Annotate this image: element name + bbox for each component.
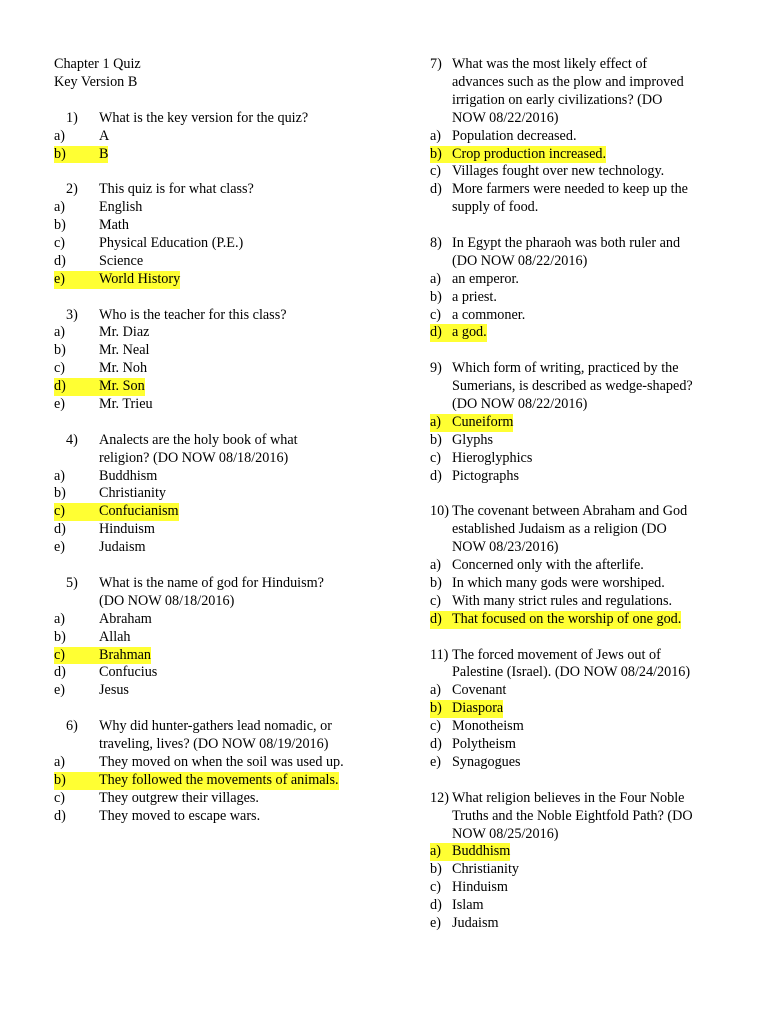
answer-option [430, 861, 730, 879]
left-column [54, 56, 394, 825]
question-line: In Egypt the pharaoh was both ruler and [452, 234, 681, 251]
answer-option [430, 754, 730, 772]
option-letter: c) [430, 306, 442, 323]
option-letter: d) [430, 467, 442, 484]
option-letter: b) [430, 700, 442, 717]
option-text: Monotheism [452, 718, 524, 735]
question-text [430, 235, 730, 271]
option-letter: a) [430, 843, 442, 860]
option-letter: c) [54, 360, 66, 377]
question-line: Which form of writing, practiced by the [452, 360, 679, 377]
option-text: Buddhism [452, 843, 511, 860]
option-letter: e) [54, 682, 66, 699]
answer-option [54, 485, 394, 503]
question-number: 4) [66, 431, 78, 448]
question [430, 647, 730, 772]
question [430, 790, 730, 933]
option-letter: c) [54, 234, 66, 251]
answer-option-correct [54, 647, 151, 665]
question-line: Analects are the holy book of what [99, 431, 298, 448]
option-text: Synagogues [452, 753, 521, 770]
option-text: an emperor. [452, 270, 519, 287]
answer-option [430, 468, 730, 486]
answer-option [430, 593, 730, 611]
question-number: 1) [66, 109, 78, 126]
answer-option [430, 915, 730, 933]
question-line: irrigation on early civilizations? (DO [452, 91, 663, 108]
question-line: Truths and the Noble Eightfold Path? (DO [452, 807, 693, 824]
question-body [452, 503, 730, 557]
question [430, 56, 730, 217]
answer-option-correct [430, 414, 513, 432]
option-text: Covenant [452, 682, 507, 699]
option-letter: b) [54, 342, 66, 359]
option-letter: e) [430, 915, 442, 932]
option-letter: d) [430, 736, 442, 753]
option-letter: a) [54, 753, 66, 770]
option-letter: c) [430, 449, 442, 466]
option-text: A [99, 127, 110, 144]
left-question-list [54, 110, 394, 826]
question-body [452, 647, 730, 683]
question-number: 2) [66, 181, 78, 198]
key-version: Key Version B [54, 73, 138, 90]
option-text: Science [99, 252, 144, 269]
option-text: Physical Education (P.E.) [99, 234, 244, 251]
answer-option-correct [430, 324, 487, 342]
question-body [452, 56, 730, 128]
option-letter: a) [54, 199, 66, 216]
option-letter: b) [54, 771, 66, 788]
answer-option [54, 682, 394, 700]
question-line: Sumerians, is described as wedge-shaped? [452, 378, 693, 395]
option-text: Judaism [452, 915, 499, 932]
option-text: World History [99, 270, 181, 287]
answer-option [54, 253, 394, 271]
option-text: Crop production increased. [452, 145, 607, 162]
question-line: religion? (DO NOW 08/18/2016) [99, 449, 289, 466]
option-letter: b) [54, 485, 66, 502]
option-text: Glyphs [452, 431, 493, 448]
option-text: Diaspora [452, 700, 504, 717]
answer-option-continuation [430, 199, 730, 217]
right-question-list [430, 56, 730, 933]
answer-option-correct [54, 378, 145, 396]
answer-option-correct [54, 772, 339, 790]
option-text: Population decreased. [452, 127, 577, 144]
answer-option [54, 790, 394, 808]
option-letter: e) [54, 539, 66, 556]
option-text: Hinduism [99, 521, 155, 538]
option-letter: c) [54, 646, 66, 663]
option-text: That focused on the worship of one god. [452, 610, 682, 627]
option-text: Abraham [99, 610, 152, 627]
option-letter: a) [430, 557, 442, 574]
answer-option-correct [430, 700, 503, 718]
answer-option [54, 396, 394, 414]
answer-option [430, 879, 730, 897]
option-text: Hinduism [452, 879, 508, 896]
option-letter: c) [430, 718, 442, 735]
question-line: Who is the teacher for this class? [99, 306, 287, 323]
answer-option [54, 235, 394, 253]
option-letter: e) [430, 753, 442, 770]
option-text: a priest. [452, 288, 497, 305]
option-letter: d) [430, 181, 442, 198]
question-body [99, 307, 354, 325]
question [430, 503, 730, 628]
answer-option [54, 521, 394, 539]
question-text [54, 432, 394, 468]
option-letter: b) [430, 431, 442, 448]
option-text: B [99, 145, 109, 162]
option-letter: c) [54, 503, 66, 520]
answer-option [430, 163, 730, 181]
question-line: NOW 08/25/2016) [452, 825, 559, 842]
option-letter: a) [430, 682, 442, 699]
answer-option [430, 307, 730, 325]
question-body [99, 432, 354, 468]
question-text [430, 647, 730, 683]
answer-option-correct [54, 271, 180, 289]
question-text [430, 503, 730, 557]
answer-option [54, 360, 394, 378]
option-text: Christianity [99, 485, 166, 502]
question-body [452, 790, 730, 844]
option-text: Confucianism [99, 503, 179, 520]
question-number: 12) [430, 789, 449, 806]
question-number: 6) [66, 718, 78, 735]
question-number: 3) [66, 306, 78, 323]
question-line: NOW 08/23/2016) [452, 539, 559, 556]
option-text: They followed the movements of animals. [99, 771, 339, 788]
option-text: Jesus [99, 682, 129, 699]
option-text: Mr. Diaz [99, 324, 150, 341]
question-line: advances such as the plow and improved [452, 73, 684, 90]
question-text [54, 307, 394, 325]
answer-option [430, 718, 730, 736]
answer-option-correct [430, 146, 606, 164]
option-text: More farmers were needed to keep up the [452, 181, 688, 198]
option-text: a god. [452, 324, 487, 341]
question-number: 5) [66, 574, 78, 591]
question [430, 235, 730, 342]
option-text: They moved on when the soil was used up. [99, 753, 344, 770]
option-text: They moved to escape wars. [99, 807, 261, 824]
option-text: Mr. Son [99, 378, 145, 395]
option-text: Christianity [452, 861, 519, 878]
option-text: Mr. Neal [99, 342, 150, 359]
question-line: (DO NOW 08/22/2016) [452, 396, 588, 413]
question-body [99, 181, 354, 199]
answer-option [430, 181, 730, 199]
option-letter: b) [54, 217, 66, 234]
question [54, 110, 394, 164]
answer-option-correct [430, 611, 681, 629]
option-letter: b) [54, 145, 66, 162]
option-letter: d) [430, 897, 442, 914]
answer-option [54, 754, 394, 772]
question [54, 575, 394, 700]
answer-option [54, 664, 394, 682]
option-text-cont: supply of food. [452, 199, 539, 216]
question-line: The forced movement of Jews out of [452, 646, 661, 663]
quiz-title: Chapter 1 Quiz [54, 56, 141, 72]
option-letter: a) [54, 127, 66, 144]
answer-option [54, 539, 394, 557]
question-text [54, 181, 394, 199]
answer-option-correct [54, 503, 179, 521]
option-letter: a) [54, 324, 66, 341]
option-letter: d) [54, 807, 66, 824]
option-letter: d) [54, 664, 66, 681]
option-letter: a) [430, 413, 442, 430]
answer-option [54, 217, 394, 235]
answer-option [430, 557, 730, 575]
option-text: With many strict rules and regulations. [452, 592, 673, 609]
question-line: The covenant between Abraham and God [452, 503, 688, 520]
option-letter: a) [54, 467, 66, 484]
question-text [54, 110, 394, 128]
option-text: Judaism [99, 539, 146, 556]
question-number: 11) [430, 646, 449, 663]
question-text [54, 718, 394, 754]
question-line: (DO NOW 08/22/2016) [452, 252, 588, 269]
question-line: Palestine (Israel). (DO NOW 08/24/2016) [452, 664, 691, 681]
option-letter: c) [54, 789, 66, 806]
option-text: Polytheism [452, 736, 516, 753]
answer-option-correct [430, 843, 510, 861]
option-letter: a) [430, 127, 442, 144]
option-letter: c) [430, 879, 442, 896]
option-text: Buddhism [99, 467, 158, 484]
question-line: What was the most likely effect of [452, 56, 648, 72]
right-column [430, 56, 730, 933]
option-text: Mr. Noh [99, 360, 148, 377]
question-line: traveling, lives? (DO NOW 08/19/2016) [99, 736, 329, 752]
question-line: (DO NOW 08/18/2016) [99, 592, 235, 609]
option-text: Confucius [99, 664, 158, 681]
option-text: English [99, 199, 143, 216]
answer-option [54, 629, 394, 647]
option-text: Hieroglyphics [452, 449, 533, 466]
answer-option [430, 289, 730, 307]
option-text: Concerned only with the afterlife. [452, 557, 644, 574]
option-text: In which many gods were worshiped. [452, 575, 665, 592]
option-text: Brahman [99, 646, 152, 663]
question-body [99, 718, 354, 754]
question-number: 7) [430, 56, 442, 72]
option-letter-spacer [430, 199, 452, 217]
question-body [452, 360, 730, 414]
option-letter: b) [430, 575, 442, 592]
answer-option [54, 342, 394, 360]
option-letter: b) [54, 628, 66, 645]
question-body [452, 235, 730, 271]
question-line: Why did hunter-gathers lead nomadic, or [99, 718, 332, 735]
answer-option [430, 575, 730, 593]
question-text [430, 360, 730, 414]
option-letter: d) [430, 324, 442, 341]
answer-option [54, 199, 394, 217]
option-text: Islam [452, 897, 484, 914]
question-line: What religion believes in the Four Noble [452, 789, 685, 806]
answer-option [54, 468, 394, 486]
question-body [99, 575, 354, 611]
option-letter: e) [54, 396, 66, 412]
option-text: Math [99, 217, 129, 234]
option-letter: a) [54, 610, 66, 627]
answer-option [430, 682, 730, 700]
option-letter: d) [430, 610, 442, 627]
option-letter: a) [430, 270, 442, 287]
option-text: Cuneiform [452, 413, 514, 430]
question [430, 360, 730, 485]
option-letter: b) [430, 288, 442, 305]
question-line: What is the key version for the quiz? [99, 109, 309, 126]
answer-option [430, 736, 730, 754]
option-text: Mr. Trieu [99, 396, 153, 412]
question-number: 8) [430, 234, 442, 251]
question [54, 307, 394, 414]
question-line: established Judaism as a religion (DO [452, 521, 667, 538]
option-letter: c) [430, 163, 442, 180]
question-number: 10) [430, 503, 449, 520]
question [54, 181, 394, 288]
answer-option [430, 432, 730, 450]
answer-option [54, 128, 394, 146]
answer-option [54, 324, 394, 342]
answer-option [430, 450, 730, 468]
option-letter: b) [430, 145, 442, 162]
option-text: Allah [99, 628, 131, 645]
question-line: NOW 08/22/2016) [452, 109, 559, 126]
option-text: Villages fought over new technology. [452, 163, 665, 180]
option-letter: b) [430, 861, 442, 878]
option-letter: d) [54, 521, 66, 538]
answer-option [430, 271, 730, 289]
question-number: 9) [430, 360, 442, 377]
question-text [430, 56, 730, 128]
question-line: What is the name of god for Hinduism? [99, 574, 324, 591]
option-letter: c) [430, 592, 442, 609]
question-body [99, 110, 354, 128]
question [54, 718, 394, 825]
question-line: This quiz is for what class? [99, 181, 254, 198]
option-text: Pictographs [452, 467, 519, 484]
answer-option [430, 897, 730, 915]
option-letter: e) [54, 270, 66, 287]
option-text: They outgrew their villages. [99, 789, 259, 806]
question-text [54, 575, 394, 611]
question [54, 432, 394, 557]
question-text [430, 790, 730, 844]
answer-option [54, 808, 394, 826]
answer-option [54, 611, 394, 629]
option-text: a commoner. [452, 306, 526, 323]
option-letter: d) [54, 252, 66, 269]
option-letter: d) [54, 378, 66, 395]
answer-option-correct [54, 146, 108, 164]
answer-option [430, 128, 730, 146]
